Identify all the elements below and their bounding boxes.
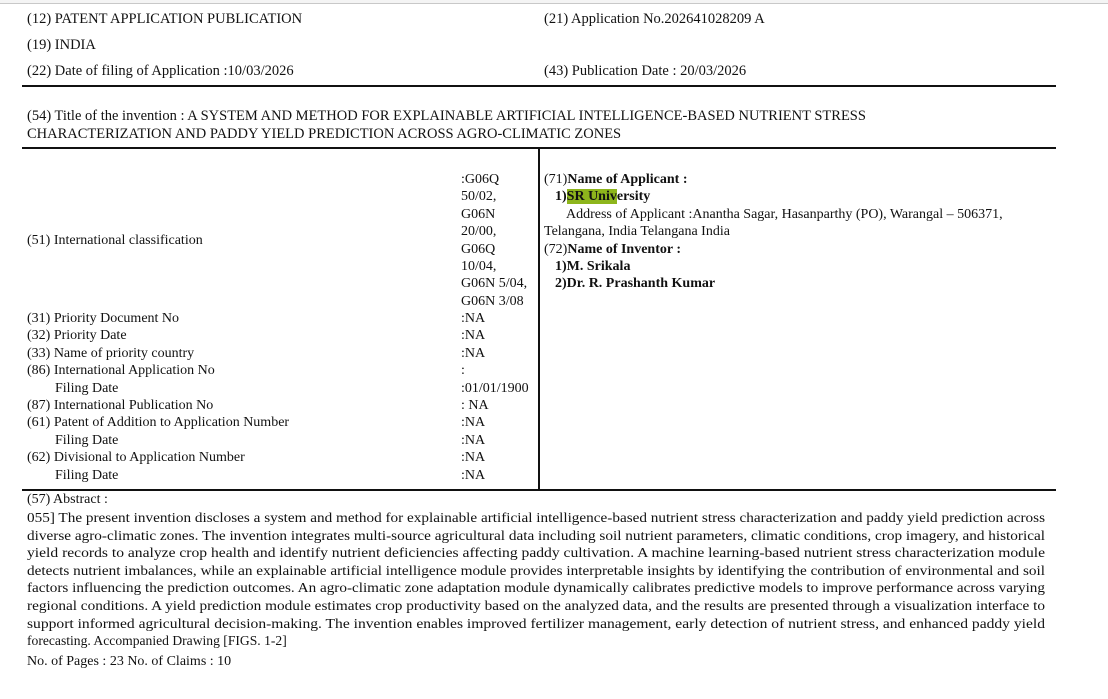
inventor-2 — [544, 275, 1003, 292]
classification-values — [461, 171, 527, 310]
inventor-name: 2)Dr. R. Prashanth Kumar — [555, 276, 716, 292]
applicant-name — [544, 188, 1003, 205]
abstract-line: support informed agricultural decision-making. The invention enables improved fertilizer management, early detection of nutrient stress, and enhanced paddy yield — [27, 615, 1045, 631]
field-row — [27, 432, 537, 449]
filing-date: (22) Date of filing of Application :10/03/2026 — [27, 63, 294, 79]
field-value: :NA — [461, 311, 486, 326]
applicant-address-line2: Telangana, India Telangana India — [544, 224, 730, 240]
applicant-heading-number: (71) — [544, 172, 568, 187]
divider — [22, 85, 1056, 87]
field-value: :NA — [461, 467, 486, 483]
column-divider — [538, 148, 540, 490]
applicant-number: 1) — [555, 189, 567, 205]
applicant-name-rest: ersity — [616, 189, 651, 205]
publication-date: (43) Publication Date : 20/03/2026 — [544, 63, 747, 79]
classification-code: G06N — [461, 206, 496, 222]
classification-code: 20/00, — [461, 224, 497, 240]
field-row — [27, 414, 537, 431]
country: (19) INDIA — [27, 37, 96, 53]
abstract-body — [27, 509, 1045, 650]
field-value: :NA — [461, 450, 486, 466]
field-row — [27, 449, 537, 466]
divider — [22, 489, 1056, 491]
abstract-line: yield records to analyze crop health and identify nutrient deficiencies affecting paddy cultivation. A machine learning-based nutrient stress characterization module — [27, 545, 1045, 561]
abstract-line: regional conditions. A yield prediction module estimates crop productivity based on the analyzed data, and the results are presented through a visualization interface to — [27, 597, 1045, 613]
abstract-line: 055] The present invention discloses a system and method for explainable artificial intelligence-based nutrient stress characterization and paddy yield prediction across — [27, 510, 1045, 525]
field-row — [27, 397, 537, 414]
abstract-heading: (57) Abstract : — [27, 492, 108, 507]
applicant-address-line1: Address of Applicant :Anantha Sagar, Hasanparthy (PO), Warangal – 506371, — [566, 206, 1003, 222]
abstract-line: forecasting. Accompanied Drawing [FIGS. 1-2] — [27, 633, 287, 649]
classification-code: G06N 3/08 — [461, 293, 524, 309]
field-row — [27, 380, 537, 397]
field-value: : — [461, 363, 465, 379]
field-value: :NA — [461, 432, 486, 448]
field-row — [27, 310, 537, 327]
top-border — [0, 0, 1108, 4]
classification-code: :G06Q — [461, 172, 500, 187]
invention-title-line1: (54) Title of the invention : A SYSTEM AND METHOD FOR EXPLAINABLE ARTIFICIAL INTELLIGENCE-BASED NUTRIENT STRESS — [27, 108, 866, 124]
abstract-line: diverse agro-climatic zones. The invention integrates multi-source agricultural data including soil nutrient parameters, climatic conditions, crop imagery, and historical — [27, 527, 1045, 543]
field-row — [27, 362, 537, 379]
field-label: (32) Priority Date — [27, 328, 127, 344]
bibliographic-fields — [27, 310, 537, 484]
field-label: Filing Date — [55, 467, 119, 483]
field-value: :01/01/1900 — [461, 380, 529, 396]
field-label: (33) Name of priority country — [27, 345, 195, 361]
field-value: :NA — [461, 345, 486, 361]
field-row — [27, 467, 537, 484]
classification-code: G06N 5/04, — [461, 276, 528, 292]
invention-title-line2: CHARACTERIZATION AND PADDY YIELD PREDICTION ACROSS AGRO-CLIMATIC ZONES — [27, 126, 622, 142]
applicant-section — [544, 171, 1003, 293]
inventor-heading — [544, 241, 1003, 258]
inventor-heading-number: (72) — [544, 241, 568, 257]
classification-code: 50/02, — [461, 189, 497, 205]
classification-label: (51) International classification — [27, 233, 203, 248]
classification-code: G06Q — [461, 241, 496, 257]
inventor-heading-text: Name of Inventor : — [567, 241, 681, 257]
publication-type: (12) PATENT APPLICATION PUBLICATION — [27, 11, 303, 27]
applicant-heading-text: Name of Applicant : — [567, 172, 688, 187]
field-label: (61) Patent of Addition to Application Number — [27, 415, 290, 431]
classification-code: 10/04, — [461, 259, 497, 275]
field-value: : NA — [461, 397, 489, 413]
abstract-line: factors influencing the prediction outcomes. An agro-climatic zone adaptation module dynamically calibrates predictive models to improve performance across varying — [27, 580, 1045, 596]
inventor-name: 1)M. Srikala — [555, 259, 631, 275]
applicant-name-highlighted: SR Univ — [566, 189, 617, 205]
field-label: Filing Date — [55, 380, 119, 396]
field-value: :NA — [461, 328, 486, 344]
field-label: (87) International Publication No — [27, 397, 214, 413]
application-number: (21) Application No.202641028209 A — [544, 11, 765, 27]
field-label: Filing Date — [55, 432, 119, 448]
field-row — [27, 327, 537, 344]
abstract-line: detects nutrient imbalances, while an explainable artificial intelligence module provides interpretable insights by identifying the contribution of environmental and soil — [27, 562, 1045, 578]
field-label: (31) Priority Document No — [27, 311, 180, 326]
field-row — [27, 345, 537, 362]
pages-claims: No. of Pages : 23 No. of Claims : 10 — [27, 654, 232, 669]
field-label: (86) International Application No — [27, 363, 215, 379]
field-value: :NA — [461, 415, 486, 431]
inventor-1 — [544, 258, 1003, 275]
field-label: (62) Divisional to Application Number — [27, 450, 245, 466]
applicant-heading — [544, 171, 1003, 188]
